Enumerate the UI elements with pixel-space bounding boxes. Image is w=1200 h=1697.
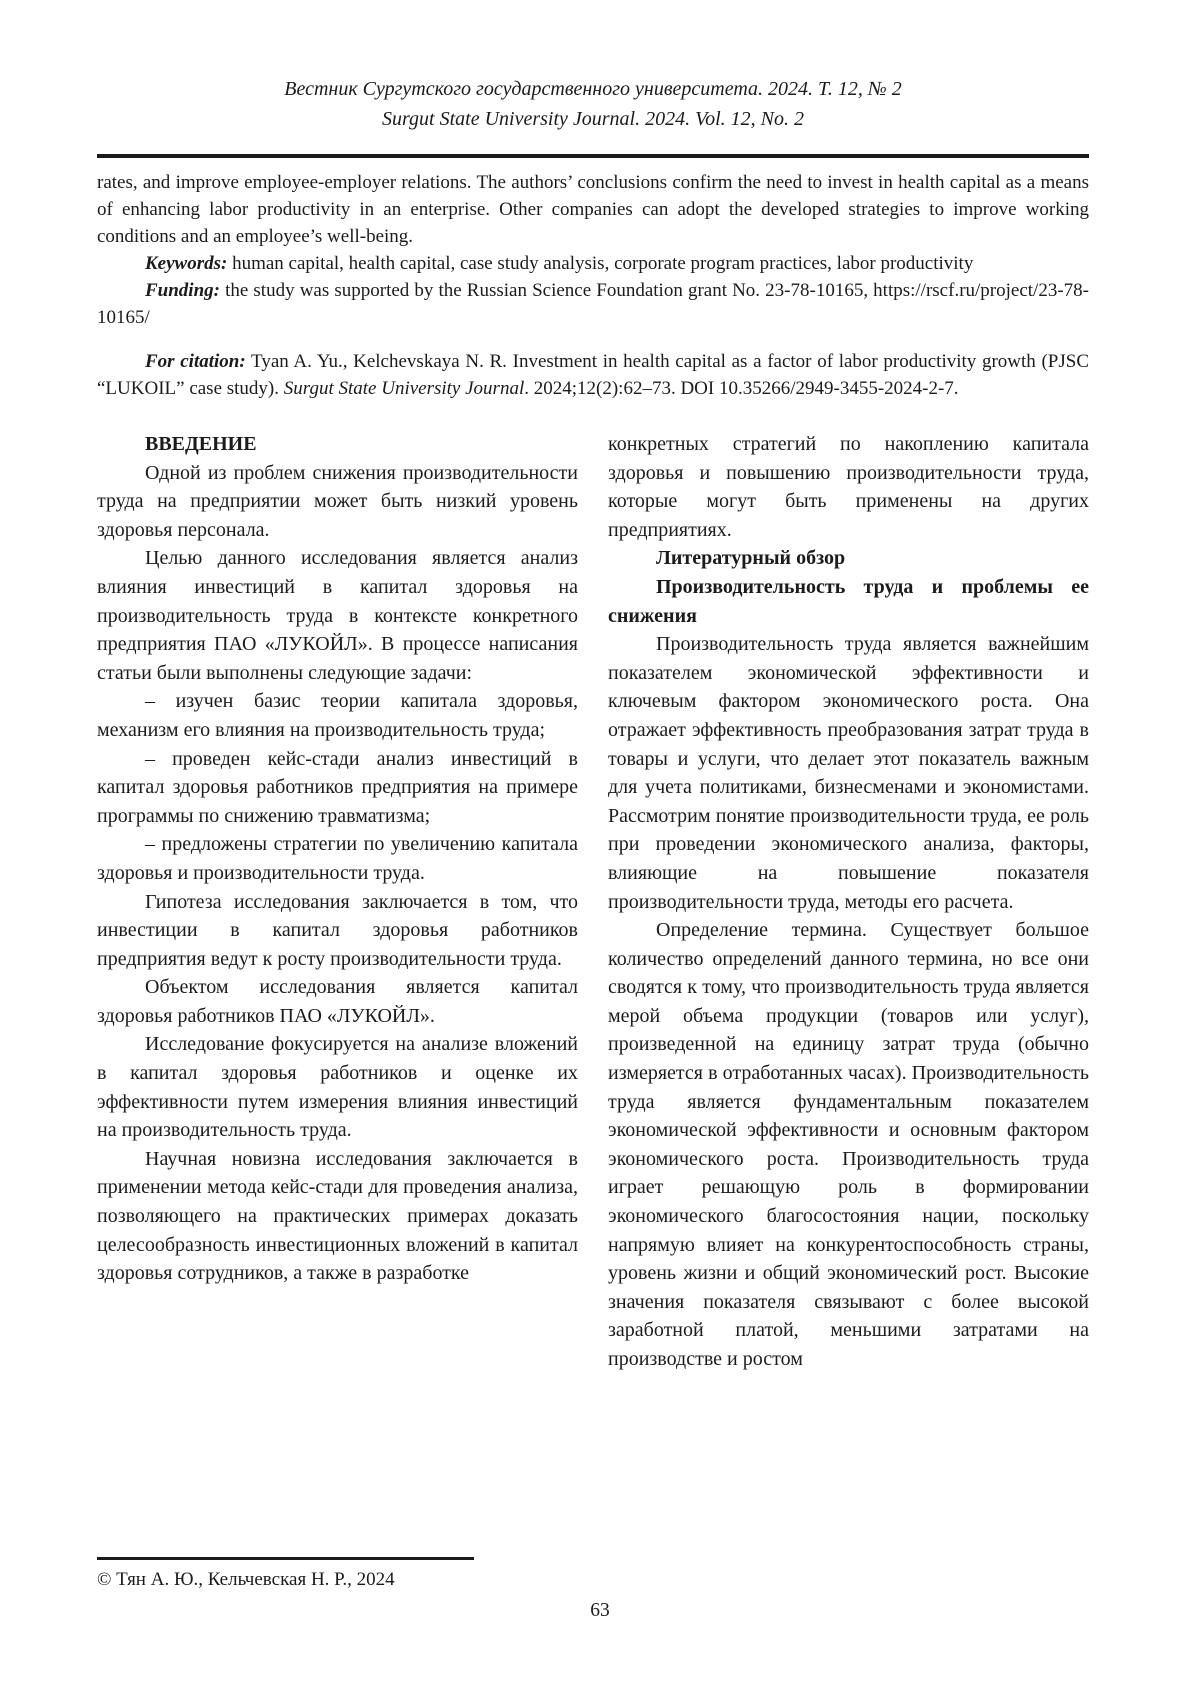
body-paragraph: Одной из проблем снижения производительности труда на предприятии может быть низкий уровень здоровья персонала. <box>97 461 578 541</box>
funding-text: the study was supported by the Russian Science Foundation grant No. 23-78-10165, https://rscf.ru/project/23-78-10165/ <box>97 280 1089 328</box>
right-column <box>608 430 1089 1374</box>
introduction-heading: ВВЕДЕНИЕ <box>145 433 257 455</box>
list-item-paragraph: – предложены стратегии по увеличению капитала здоровья и производительности труда. <box>97 833 578 884</box>
body-paragraph: Исследование фокусируется на анализе вложений в капитал здоровья работников и оценке их эффективности путем измерения влияния инвестиций на производительность труда. <box>97 1033 578 1142</box>
page-content <box>97 0 1089 1374</box>
journal-title-en: Surgut State University Journal. 2024. Vol. 12, No. 2 <box>381 108 804 130</box>
body-paragraph: Целью данного исследования является анализ влияния инвестиций в капитал здоровья на производительность труда в контексте конкретного предприятия ПАО «ЛУКОЙЛ». В процессе написания статьи были выполнены следующие задачи: <box>97 547 578 684</box>
list-item-paragraph: – проведен кейс-стади анализ инвестиций в капитал здоровья работников предприятия на примере программы по снижению травматизма; <box>97 747 578 827</box>
funding-label: Funding: <box>145 280 220 301</box>
literature-review-heading: Литературный обзор <box>656 547 846 570</box>
journal-title-ru: Вестник Сургутского государственного университета. 2024. Т. 12, № 2 <box>284 78 902 100</box>
citation-journal-name: Surgut State University Journal <box>283 378 525 399</box>
abstract-section <box>97 169 1089 331</box>
journal-header <box>97 74 1089 134</box>
keywords-paragraph <box>97 250 1089 277</box>
keywords-text: human capital, health capital, case study analysis, corporate program practices, labor productivity <box>227 253 974 274</box>
citation-text-after: . 2024;12(2):62–73. DOI 10.35266/2949-3455-2024-2-7. <box>524 378 959 399</box>
two-column-body <box>97 430 1089 1374</box>
header-divider-rule <box>97 154 1089 158</box>
left-column <box>97 430 578 1374</box>
citation-paragraph <box>97 348 1089 402</box>
citation-section <box>97 348 1089 402</box>
copyright-note: © Тян А. Ю., Кельчевская Н. Р., 2024 <box>97 1569 395 1590</box>
citation-text-before: Tyan A. Yu., Kelchevskaya N. R. Investment in health capital as a factor of labor productivity growth (PJSC “LUKOIL” case study). <box>97 351 1090 399</box>
body-paragraph: Объектом исследования является капитал здоровья работников ПАО «ЛУКОЙЛ». <box>97 976 578 1027</box>
page-number: 63 <box>590 1600 610 1621</box>
body-paragraph: Научная новизна исследования заключается в применении метода кейс-стади для проведения анализа, позволяющего на практических примерах доказать целесообразность инвестиционных вложений в капитал здоровья сотрудников, а также в разработке <box>97 1147 578 1285</box>
continuation-paragraph: конкретных стратегий по накоплению капитала здоровья и повышению производительности труда, которые могут быть применены на других предприятиях. <box>608 433 1089 541</box>
abstract-continuation-paragraph: rates, and improve employee-employer relations. The authors’ conclusions confirm the need to invest in health capital as a means of enhancing labor productivity in an enterprise. Other companies can adopt the developed strategies to improve working conditions and an employee’s well-being. <box>97 172 1089 247</box>
productivity-problems-heading: Производительность труда и проблемы ее снижения <box>608 575 1089 627</box>
body-paragraph: Производительность труда является важнейшим показателем экономической эффективности и ключевым фактором экономического роста. Она отражает эффективность преобразования затрат труда в товары и услуги, что делает этот показатель важным для учета политиками, бизнесменами и экономистами. Рассмотрим понятие производительности труда, ее роль при проведении экономического анализа, факторы, влияющие на повышение показателя производительности труда, методы его расчета. <box>608 633 1089 913</box>
footnote-rule <box>97 1557 474 1560</box>
funding-paragraph <box>97 277 1089 331</box>
body-paragraph: Определение термина. Существует большое количество определений данного термина, но все они сводятся к тому, что производительность труда является мерой объема продукции (товаров или услуг), произведенной на единицу затрат труда (обычно измеряется в отработанных часах). Производительность труда является фундаментальным показателем экономической эффективности и основным фактором экономического роста. Производительность труда играет решающую роль в формировании экономического благосостояния нации, поскольку напрямую влияет на конкурентоспособность страны, уровень жизни и общий экономический рост. Высокие значения показателя связывают с более высокой заработной платой, меньшими затратами на производстве и ростом <box>608 919 1089 1370</box>
keywords-label: Keywords: <box>145 253 228 274</box>
for-citation-label: For citation: <box>145 351 246 372</box>
list-item-paragraph: – изучен базис теории капитала здоровья, механизм его влияния на производительность труда; <box>97 690 578 741</box>
body-paragraph: Гипотеза исследования заключается в том, что инвестиции в капитал здоровья работников предприятия ведут к росту производительности труда. <box>97 890 578 970</box>
